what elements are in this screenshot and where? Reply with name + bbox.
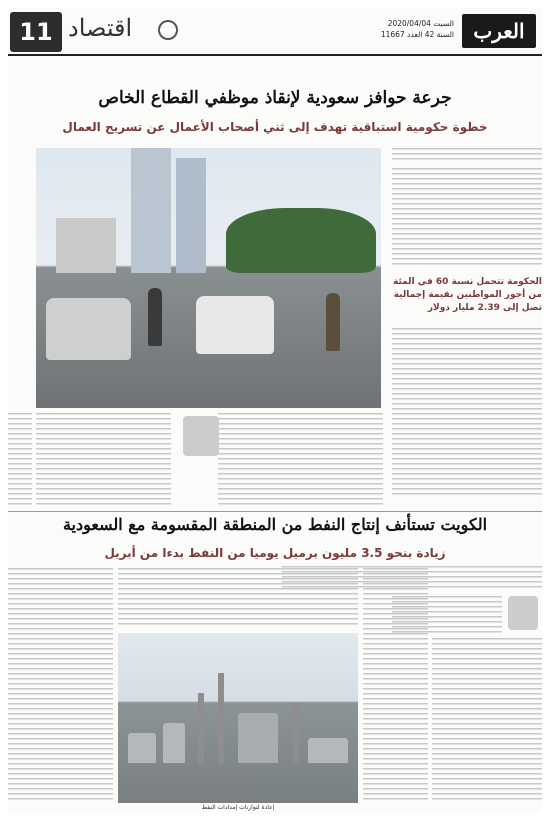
smokestack <box>198 693 204 763</box>
section-title: اقتصاد <box>68 14 133 42</box>
oil-refinery-photo <box>118 633 358 803</box>
car <box>46 298 131 360</box>
section-badge-icon <box>158 20 178 40</box>
article-column <box>118 568 358 628</box>
top-story-photo <box>36 148 381 408</box>
issue-info <box>381 18 454 40</box>
smokestack <box>218 673 224 763</box>
article-column <box>8 413 32 508</box>
photo-caption: إعادة لتوازنات إمدادات النفط <box>201 804 275 811</box>
author-photo <box>183 416 219 456</box>
article-column <box>432 638 542 803</box>
building <box>56 218 116 273</box>
tower <box>131 148 171 273</box>
article-column <box>8 568 113 803</box>
issue-line: السنة 42 العدد 11667 <box>380 30 454 39</box>
smokestack <box>293 703 299 763</box>
article-column <box>363 568 428 803</box>
author-photo <box>508 596 538 630</box>
top-story-subheadline: خطوة حكومية استباقية تهدف إلى ثني أصحاب الأعمال عن تسريح العمال <box>62 120 488 134</box>
tank <box>163 723 185 763</box>
article-column <box>392 168 542 268</box>
tank <box>238 713 278 763</box>
second-story-headline: الكويت تستأنف إنتاج النفط من المنطقة المقسومة مع السعودية <box>62 515 488 534</box>
article-column <box>36 413 171 508</box>
tank <box>128 733 156 763</box>
section-divider <box>8 511 542 512</box>
tower <box>176 158 206 273</box>
officer <box>326 293 340 351</box>
top-story-headline: جرعة حوافز سعودية لإنقاذ موظفي القطاع الخاص <box>98 88 452 108</box>
officer <box>148 288 162 346</box>
masthead <box>8 8 542 56</box>
tank <box>308 738 348 763</box>
newspaper-page <box>8 8 542 813</box>
lead-paragraph <box>392 148 542 160</box>
palm-trees <box>226 208 376 273</box>
article-column <box>392 328 542 498</box>
stat-box: الحكومة تتحمل نسبة 60 في المئة من أجور المواطنين بقيمة إجمالية تصل إلى 2.39 مليار دولار <box>393 277 542 313</box>
article-column <box>218 413 383 508</box>
second-story-subheadline: زيادة بنحو 3.5 مليون برميل يوميا من النفط بدءا من أبريل <box>104 546 446 560</box>
newspaper-logo: العرب <box>462 14 536 48</box>
car <box>196 296 274 354</box>
date-line: السبت 2020/04/04 <box>387 19 454 28</box>
page-number: 11 <box>10 12 62 52</box>
